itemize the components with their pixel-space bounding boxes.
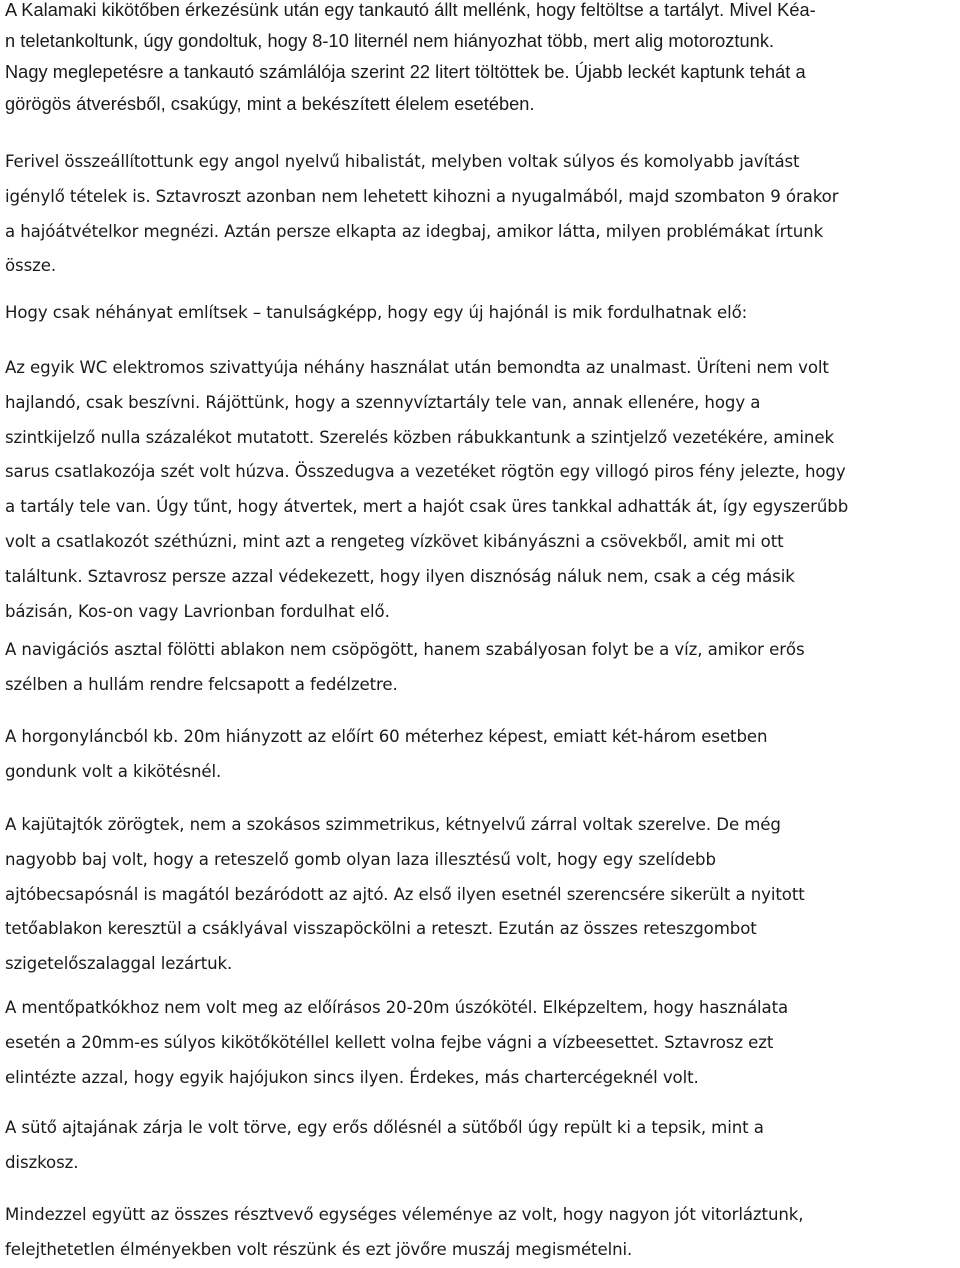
text-line: gondunk volt a kikötésnél. — [5, 761, 222, 781]
paragraph-wc-pump — [5, 351, 848, 629]
text-line: ajtóbecsapósnál is magától bezáródott az ajtó. Az első ilyen esetnél szerencsére sikerült a nyitott — [5, 884, 805, 904]
paragraph-refueling — [5, 0, 816, 120]
text-line: nagyobb baj volt, hogy a reteszelő gomb olyan laza illesztésű volt, hogy egy szelídebb — [5, 849, 716, 869]
paragraph-lifebuoy — [5, 991, 788, 1095]
text-line: tetőablakon keresztül a csáklyával visszapöckölni a reteszt. Ezután az összes reteszgombot — [5, 919, 757, 939]
paragraph-conclusion — [5, 1198, 803, 1268]
text-line: elintézte azzal, hogy egyik hajójukon sincs ilyen. Érdekes, más chartercégeknél volt. — [5, 1067, 699, 1087]
text-line: Nagy meglepetésre a tankautó számlálója szerint 22 litert töltöttek be. Újabb leckét kaptunk tehát a — [5, 62, 806, 83]
text-line: A horgonyláncból kb. 20m hiányzott az előírt 60 méterhez képest, emiatt két-három esetben — [5, 727, 768, 746]
text-line: A sütő ajtajának zárja le volt törve, egy erős dőlésnél a sütőből úgy repült ki a tepsik, mint a — [5, 1118, 764, 1137]
text-line: össze. — [5, 256, 57, 276]
paragraph-oven — [5, 1111, 764, 1181]
text-line: hajlandó, csak beszívni. Rájöttünk, hogy a szennyvíztartály tele van, annak ellenére, hogy a — [5, 392, 761, 412]
text-line: bázisán, Kos-on vagy Lavrionban fordulhat elő. — [5, 601, 390, 621]
text-line: n teletankoltunk, úgy gondoltuk, hogy 8-10 liternél nem hiányozhat több, mert alig motoroztunk. — [5, 31, 775, 52]
text-line: szigetelőszalaggal lezártuk. — [5, 954, 233, 974]
text-line: esetén a 20mm-es súlyos kikötőkötéllel kellett volna fejbe vágni a vízbeesettet. Sztavrosz ezt — [5, 1032, 774, 1052]
text-line: Hogy csak néhányat említsek – tanulságképp, hogy egy új hajónál is mik fordulhatnak elő: — [5, 303, 748, 322]
paragraph-defect-list — [5, 145, 838, 284]
text-line: A navigációs asztal fölötti ablakon nem csöpögött, hanem szabályosan folyt be a víz, amikor erős — [5, 640, 805, 659]
text-line: igénylő tételek is. Sztavroszt azonban nem lehetett kihozni a nyugalmából, majd szombaton 9 órakor — [5, 186, 839, 206]
text-line: Ferivel összeállítottunk egy angol nyelvű hibalistát, melyben voltak súlyos és komolyabb javítást — [5, 152, 800, 171]
text-line: felejthetetlen élményekben volt részünk és ezt jövőre muszáj megismételni. — [5, 1239, 633, 1259]
text-line: a hajóátvételkor megnézi. Aztán persze elkapta az idegbaj, amikor látta, milyen problémákat írtunk — [5, 221, 824, 241]
paragraph-anchor-chain — [5, 720, 767, 790]
text-line: A Kalamaki kikötőben érkezésünk után egy tankautó állt mellénk, hogy feltöltse a tartályt. Mivel Kéa- — [5, 0, 816, 20]
paragraph-nav-window — [5, 633, 805, 703]
paragraph-cabin-doors — [5, 808, 805, 982]
text-line: a tartály tele van. Úgy tűnt, hogy átvertek, mert a hajót csak üres tankkal adhatták át, így egyszerűbb — [5, 497, 849, 517]
paragraph-intro-list — [5, 296, 747, 331]
text-line: diszkosz. — [5, 1152, 79, 1172]
text-line: volt a csatlakozót széthúzni, mint azt a rengeteg vízkövet kibányászni a csövekből, amit mi ott — [5, 531, 784, 551]
text-line: Az egyik WC elektromos szivattyúja néhány használat után bemondta az unalmast. Üríteni nem volt — [5, 358, 829, 377]
text-line: A kajütajtók zörögtek, nem a szokásos szimmetrikus, kétnyelvű zárral voltak szerelve. De még — [5, 815, 781, 834]
text-line: A mentőpatkókhoz nem volt meg az előírásos 20-20m úszókötél. Elképzeltem, hogy használata — [5, 998, 789, 1017]
text-line: Mindezzel együtt az összes résztvevő egységes véleménye az volt, hogy nagyon jót vitorláztunk, — [5, 1205, 804, 1224]
text-line: találtunk. Sztavrosz persze azzal védekezett, hogy ilyen disznóság náluk nem, csak a cég másik — [5, 566, 795, 586]
text-line: szintkijelző nulla százalékot mutatott. Szerelés közben rábukkantunk a szintjelző vezetékére, aminek — [5, 427, 834, 447]
text-line: görögös átverésből, csakúgy, mint a bekészített élelem esetében. — [5, 93, 535, 114]
text-line: szélben a hullám rendre felcsapott a fedélzetre. — [5, 674, 398, 694]
text-line: sarus csatlakozója szét volt húzva. Összedugva a vezetéket rögtön egy villogó piros fény jelezte, hogy — [5, 462, 846, 482]
